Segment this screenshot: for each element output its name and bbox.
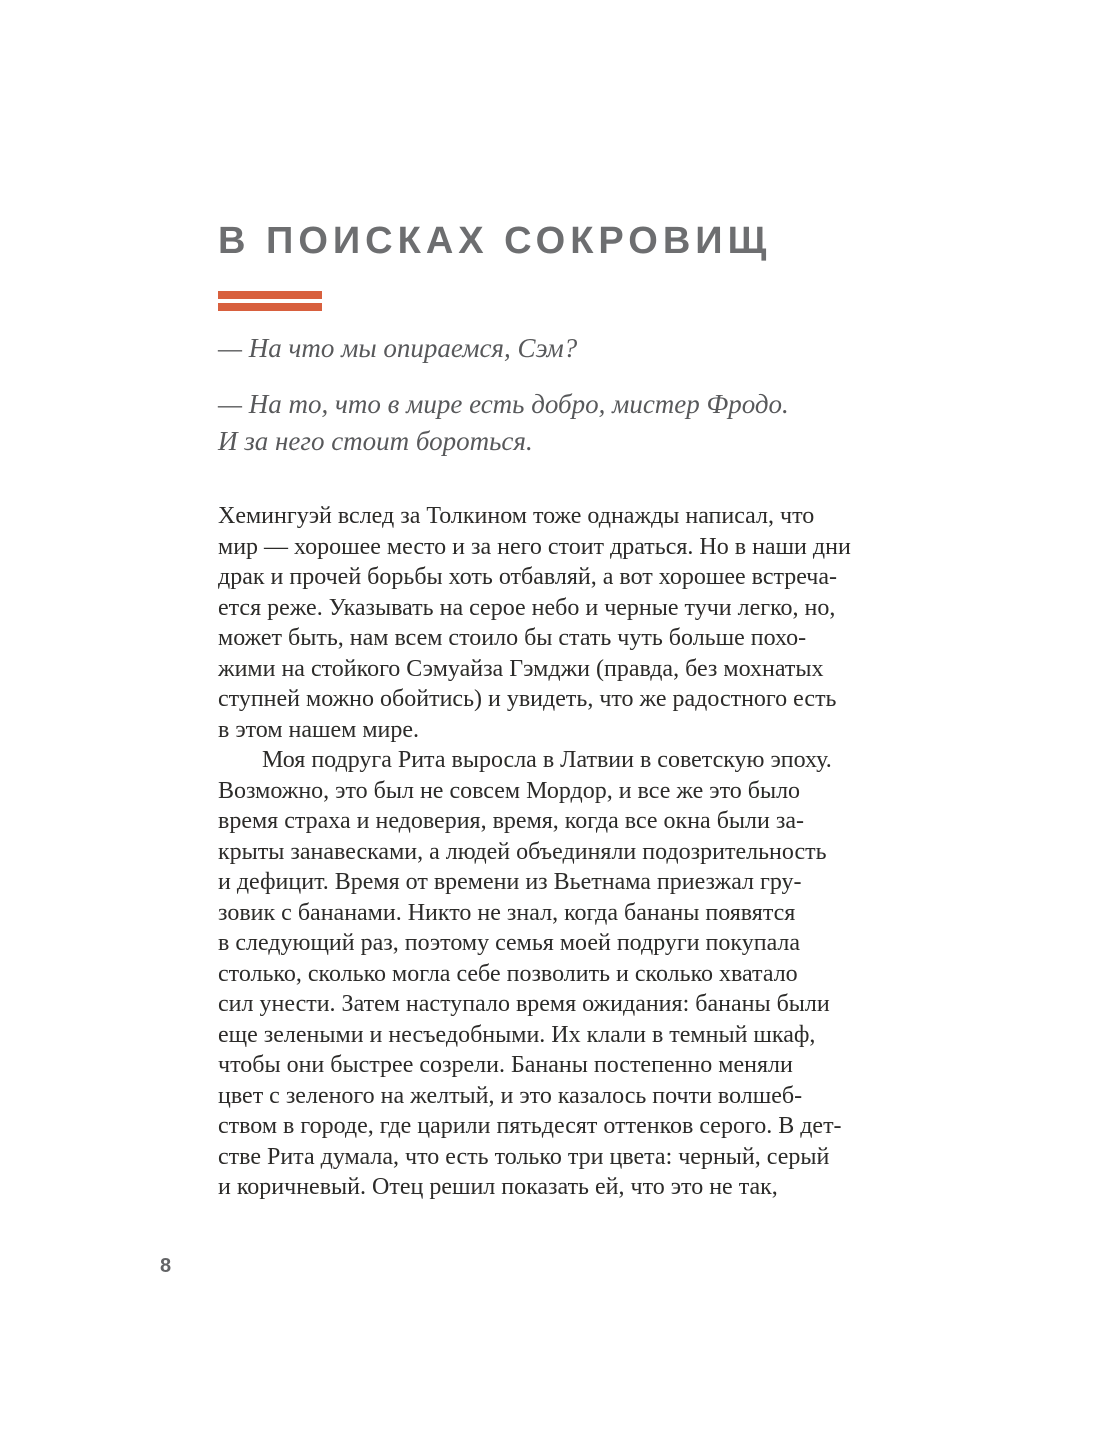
body-text [218,501,851,1203]
epigraph-line: — На то, что в мире есть добро, мистер Фродо. [218,389,789,419]
body-line: зовик с бананами. Никто не знал, когда бананы появятся [218,899,796,926]
body-line: Возможно, это был не совсем Мордор, и все же это было [218,777,801,804]
body-line: ством в городе, где царили пятьдесят оттенков серого. В дет- [218,1113,842,1139]
body-line: чтобы они быстрее созрели. Бананы постепенно меняли [218,1052,793,1078]
body-line: цвет с зеленого на желтый, и это казалось почти волшеб- [218,1082,803,1109]
page-number: 8 [160,1255,172,1277]
body-line: в этом нашем мире. [218,716,420,743]
body-paragraph [218,501,851,745]
body-line: и коричневый. Отец решил показать ей, что это не так, [218,1174,778,1200]
epigraph-line: — На что мы опираемся, Сэм? [218,333,578,363]
accent-double-rule [218,291,322,311]
body-line: крыты занавесками, а людей объединяли подозрительность [218,838,827,865]
epigraph-paragraph [218,386,789,460]
body-line: еще зелеными и несъедобными. Их клали в темный шкаф, [218,1021,816,1048]
chapter-title: В ПОИСКАХ СОКРОВИЩ [218,220,772,262]
body-line: в следующий раз, поэтому семья моей подруги покупала [218,930,801,956]
body-line: Хемингуэй вслед за Толкином тоже однажды написал, что [218,503,815,529]
body-line: драк и прочей борьбы хоть отбавляй, а вот хорошее встреча- [218,564,838,590]
body-line: ется реже. Указывать на серое небо и черные тучи легко, но, [218,594,836,621]
epigraph-paragraph [218,330,789,367]
body-line: стве Рита думала, что есть только три цвета: черный, серый [218,1143,830,1170]
epigraph [218,330,789,479]
body-line: сил унести. Затем наступало время ожидания: бананы были [218,991,830,1017]
epigraph-line: И за него стоит бороться. [218,426,533,456]
body-line: и дефицит. Время от времени из Вьетнама приезжал гру- [218,869,802,895]
body-line: мир — хорошее место и за него стоит драться. Но в наши дни [218,533,851,560]
body-line: ступней можно обойтись) и увидеть, что же радостного есть [218,686,837,712]
body-line: столько, сколько могла себе позволить и сколько хватало [218,960,798,987]
body-line: время страха и недоверия, время, когда все окна были за- [218,808,804,834]
body-line: Моя подруга Рита выросла в Латвии в советскую эпоху. [262,747,832,773]
body-line: может быть, нам всем стоило бы стать чуть больше похо- [218,625,807,651]
body-line: жими на стойкого Сэмуайза Гэмджи (правда, без мохнатых [218,655,824,682]
body-paragraph [218,745,851,1203]
